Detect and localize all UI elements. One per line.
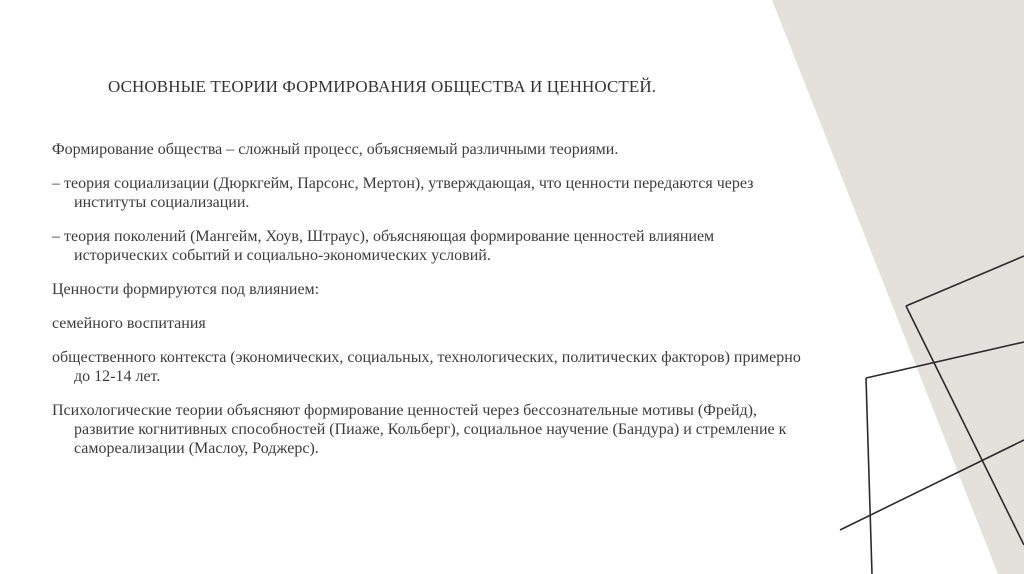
slide-title: ОСНОВНЫЕ ТЕОРИИ ФОРМИРОВАНИЯ ОБЩЕСТВА И ЦЕННОСТЕЙ. bbox=[108, 77, 657, 96]
paragraph-social-context: общественного контекста (экономических, социальных, технологических, политических факторов) примерно до 12-14 лет. bbox=[52, 349, 801, 385]
paragraph-psychological-theories: Психологические теории объясняют формирование ценностей через бессознательные мотивы (Фрейд), развитие когнитивных способностей (Пиаже, Кольберг), социальное научение (Бандура) и стремление к самореализации (Маслоу, Роджерс). bbox=[52, 402, 787, 457]
paragraph-values-formed: Ценности формируются под влиянием: bbox=[52, 281, 320, 298]
slide-body bbox=[52, 140, 812, 458]
paragraph-generations-theory: – теория поколений (Мангейм, Хоув, Штраус), объясняющая формирование ценностей влиянием исторических событий и социально-экономических условий. bbox=[52, 228, 715, 264]
paragraph-family-upbringing: семейного воспитания bbox=[52, 315, 206, 332]
paragraph-socialization-theory: – теория социализации (Дюркгейм, Парсонс, Мертон), утверждающая, что ценности передаются через институты социализации. bbox=[52, 175, 754, 211]
line-art-4 bbox=[866, 378, 872, 574]
paragraph-intro: Формирование общества – сложный процесс, объясняемый различными теориями. bbox=[52, 141, 619, 158]
